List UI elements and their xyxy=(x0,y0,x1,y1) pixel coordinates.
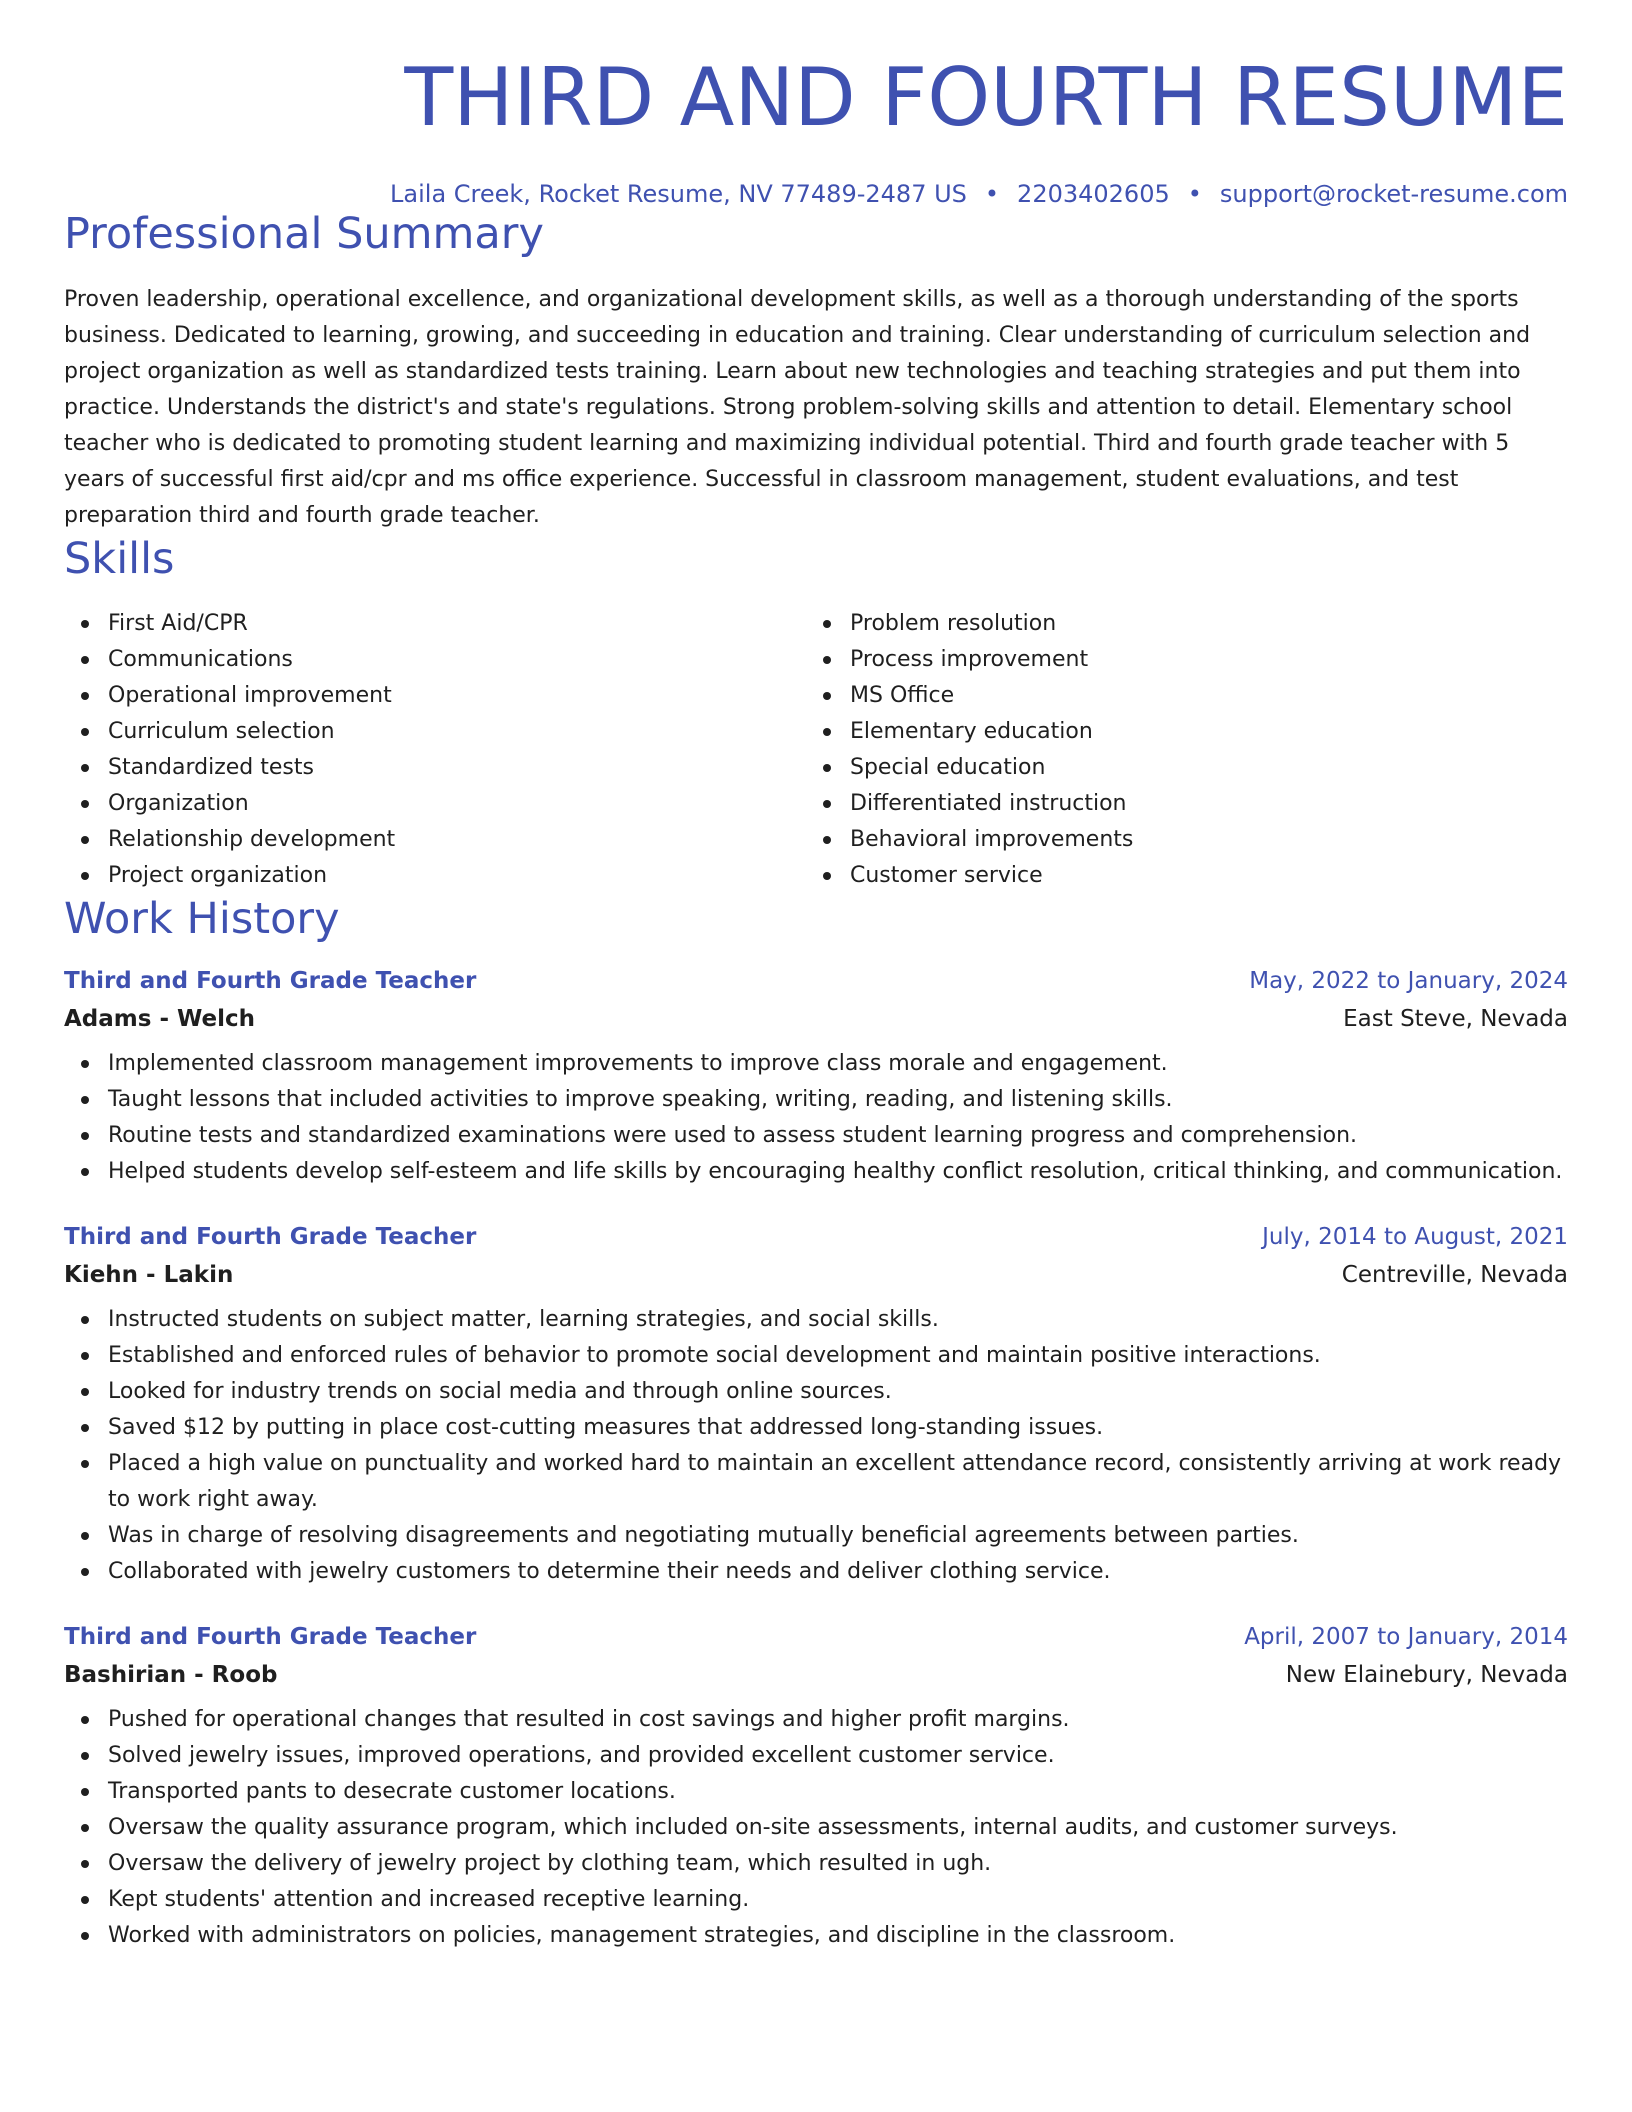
job-bullet: Collaborated with jewelry customers to determine their needs and deliver clothing service. xyxy=(108,1554,1568,1590)
skill-item: Curriculum selection xyxy=(108,714,806,750)
skill-item: Special education xyxy=(850,750,1548,786)
contact-phone: 2203402605 xyxy=(1017,180,1170,208)
job-dates: April, 2007 to January, 2014 xyxy=(1244,1623,1568,1650)
skill-item: Relationship development xyxy=(108,822,806,858)
skill-item: Standardized tests xyxy=(108,750,806,786)
job-dates: May, 2022 to January, 2024 xyxy=(1249,967,1568,994)
job-subheader xyxy=(64,1262,1568,1288)
skill-item: MS Office xyxy=(850,678,1548,714)
job-title: Third and Fourth Grade Teacher xyxy=(64,1223,477,1250)
skills-column-left xyxy=(64,606,806,894)
job-title: Third and Fourth Grade Teacher xyxy=(64,1623,477,1650)
job-entry xyxy=(64,968,1568,1190)
skills-column-right xyxy=(806,606,1548,894)
resume-page xyxy=(64,0,1568,1954)
job-subheader xyxy=(64,1662,1568,1688)
job-bullet: Helped students develop self-esteem and life skills by encouraging healthy conflict resolution, critical thinking, and communication. xyxy=(108,1154,1568,1190)
summary-heading: Professional Summary xyxy=(64,208,544,259)
job-bullets xyxy=(64,1046,1568,1190)
skills-heading: Skills xyxy=(64,534,175,585)
skill-item: Process improvement xyxy=(850,642,1548,678)
work-history-heading: Work History xyxy=(64,893,340,944)
skill-item: Behavioral improvements xyxy=(850,822,1548,858)
contact-email[interactable]: support@rocket-resume.com xyxy=(1219,180,1568,208)
job-bullet: Looked for industry trends on social media and through online sources. xyxy=(108,1374,1568,1410)
job-title: Third and Fourth Grade Teacher xyxy=(64,967,477,994)
resume-name: THIRD AND FOURTH RESUME xyxy=(404,51,1568,144)
job-location: New Elainebury, Nevada xyxy=(1285,1661,1568,1688)
job-bullet: Pushed for operational changes that resulted in cost savings and higher profit margins. xyxy=(108,1702,1568,1738)
job-bullet: Oversaw the delivery of jewelry project by clothing team, which resulted in ugh. xyxy=(108,1846,1568,1882)
job-header xyxy=(64,1624,1568,1650)
job-header xyxy=(64,1224,1568,1250)
job-bullet: Solved jewelry issues, improved operations, and provided excellent customer service. xyxy=(108,1738,1568,1774)
skill-item: First Aid/CPR xyxy=(108,606,806,642)
job-header xyxy=(64,968,1568,994)
job-entry xyxy=(64,1224,1568,1590)
skill-item: Elementary education xyxy=(850,714,1548,750)
job-location: Centreville, Nevada xyxy=(1341,1261,1568,1288)
job-company: Kiehn - Lakin xyxy=(64,1261,234,1288)
job-company: Bashirian - Roob xyxy=(64,1661,278,1688)
skill-item: Problem resolution xyxy=(850,606,1548,642)
contact-separator: • xyxy=(984,180,1000,208)
job-bullet: Transported pants to desecrate customer locations. xyxy=(108,1774,1568,1810)
contact-address: Laila Creek, Rocket Resume, NV 77489-2487 US xyxy=(390,180,967,208)
job-bullet: Worked with administrators on policies, management strategies, and discipline in the classroom. xyxy=(108,1918,1568,1954)
job-bullet: Oversaw the quality assurance program, which included on-site assessments, internal audits, and customer surveys. xyxy=(108,1810,1568,1846)
job-subheader xyxy=(64,1006,1568,1032)
job-bullet: Routine tests and standardized examinations were used to assess student learning progress and comprehension. xyxy=(108,1118,1568,1154)
job-bullet: Established and enforced rules of behavior to promote social development and maintain positive interactions. xyxy=(108,1338,1568,1374)
job-bullet: Placed a high value on punctuality and worked hard to maintain an excellent attendance record, consistently arriving at work ready to work right away. xyxy=(108,1446,1568,1518)
job-bullets xyxy=(64,1302,1568,1590)
summary-text: Proven leadership, operational excellence, and organizational development skills, as well as a thorough understanding of the sports business. Dedicated to learning, growing, and succeeding in education and training. Clear understanding of curriculum selection and project organization as well as standardized tests training. Learn about new technologies and teaching strategies and put them into practice. Understands the district's and state's regulations. Strong problem-solving skills and attention to detail. Elementary school teacher who is dedicated to promoting student learning and maximizing individual potential. Third and fourth grade teacher with 5 years of successful first aid/cpr and ms office experience. Successful in classroom management, student evaluations, and test preparation third and fourth grade teacher. xyxy=(64,287,1531,529)
job-bullet: Instructed students on subject matter, learning strategies, and social skills. xyxy=(108,1302,1568,1338)
skill-item: Differentiated instruction xyxy=(850,786,1548,822)
skill-item: Project organization xyxy=(108,858,806,894)
skill-item: Organization xyxy=(108,786,806,822)
contact-separator: • xyxy=(1187,180,1202,208)
job-bullets xyxy=(64,1702,1568,1954)
job-location: East Steve, Nevada xyxy=(1343,1005,1568,1032)
skill-item: Communications xyxy=(108,642,806,678)
job-bullet: Was in charge of resolving disagreements and negotiating mutually beneficial agreements between parties. xyxy=(108,1518,1568,1554)
job-dates: July, 2014 to August, 2021 xyxy=(1262,1223,1568,1250)
skill-item: Operational improvement xyxy=(108,678,806,714)
job-bullet: Kept students' attention and increased receptive learning. xyxy=(108,1882,1568,1918)
job-company: Adams - Welch xyxy=(64,1005,256,1032)
skill-item: Customer service xyxy=(850,858,1548,894)
job-entry xyxy=(64,1624,1568,1954)
job-bullet: Taught lessons that included activities to improve speaking, writing, reading, and listening skills. xyxy=(108,1082,1568,1118)
job-bullet: Implemented classroom management improvements to improve class morale and engagement. xyxy=(108,1046,1568,1082)
contact-line xyxy=(64,180,1568,209)
job-bullet: Saved $12 by putting in place cost-cutting measures that addressed long-standing issues. xyxy=(108,1410,1568,1446)
skills-list xyxy=(64,606,1568,894)
